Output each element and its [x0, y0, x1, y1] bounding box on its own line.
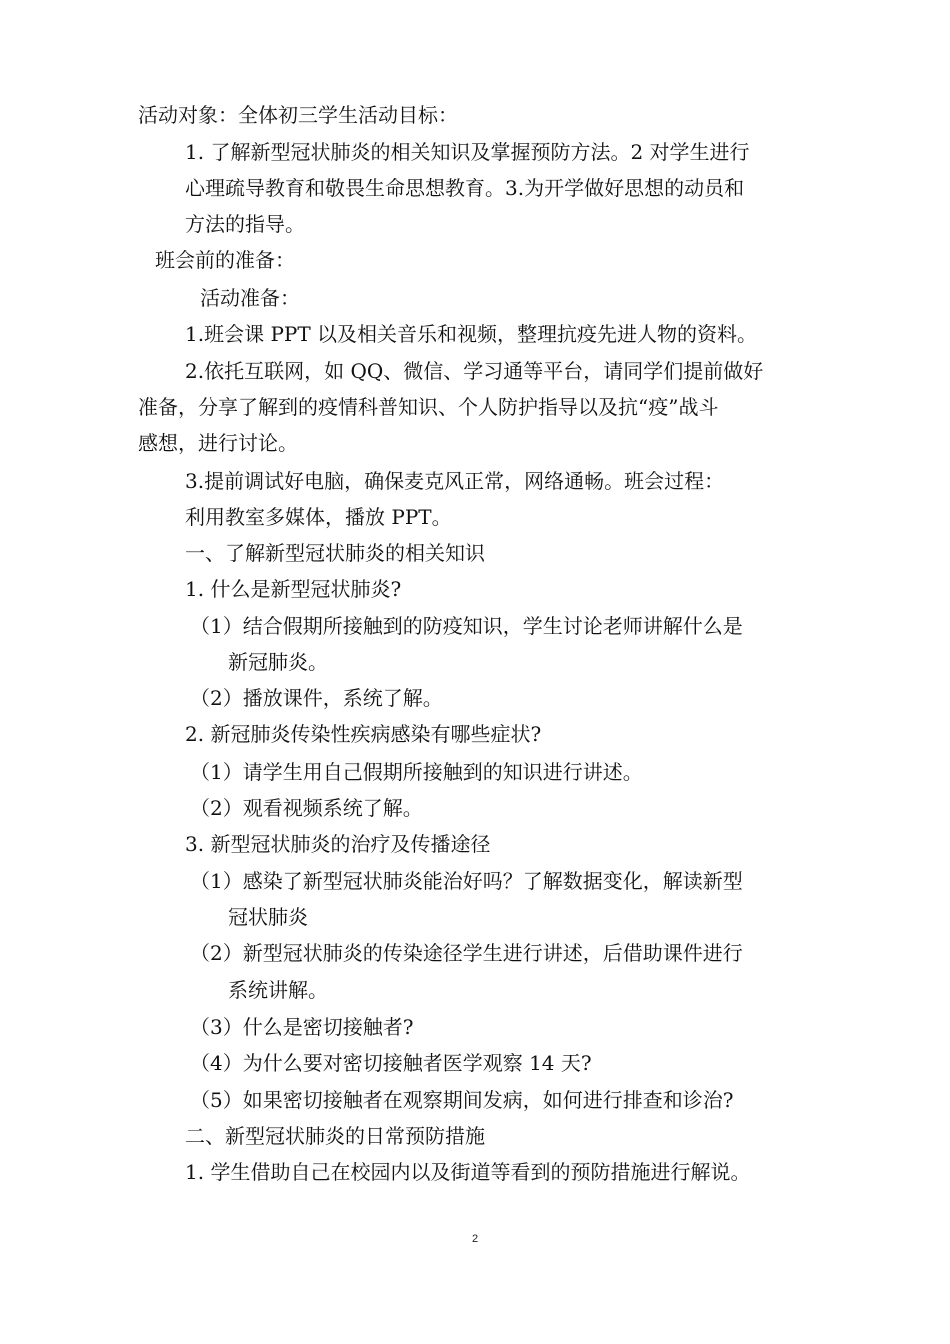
- text-line: 3.提前调试好电脑，确保麦克风正常，网络通畅。班会过程：: [185, 469, 725, 493]
- text-line: 1. 什么是新型冠状肺炎?: [185, 577, 402, 601]
- text-line: （2）播放课件，系统了解。: [190, 686, 443, 710]
- text-line: 一、了解新型冠状肺炎的相关知识: [185, 541, 485, 565]
- text-line: （2）新型冠状肺炎的传染途径学生进行讲述，后借助课件进行: [190, 941, 743, 965]
- text-line: （4）为什么要对密切接触者医学观察 14 天?: [190, 1051, 592, 1075]
- text-line: （1）感染了新型冠状肺炎能治好吗？了解数据变化，解读新型: [190, 869, 743, 893]
- text-line: 方法的指导。: [185, 212, 305, 236]
- text-line: （2）观看视频系统了解。: [190, 796, 423, 820]
- text-line: 冠状肺炎: [228, 905, 308, 929]
- text-line: 准备，分享了解到的疫情科普知识、个人防护指导以及抗“疫”战斗: [138, 395, 719, 419]
- text-line: （3）什么是密切接触者?: [190, 1015, 414, 1039]
- text-line: 心理疏导教育和敬畏生命思想教育。3.为开学做好思想的动员和: [185, 176, 745, 200]
- text-line: 2. 新冠肺炎传染性疾病感染有哪些症状?: [185, 722, 542, 746]
- text-line: 活动准备：: [200, 286, 300, 310]
- page-number: 2: [471, 1233, 479, 1245]
- text-line: 1. 学生借助自己在校园内以及街道等看到的预防措施进行解说。: [185, 1160, 751, 1184]
- text-line: 利用教室多媒体，播放 PPT。: [185, 505, 452, 529]
- text-line: （1）结合假期所接触到的防疫知识，学生讨论老师讲解什么是: [190, 614, 743, 638]
- text-line: 1.班会课 PPT 以及相关音乐和视频，整理抗疫先进人物的资料。: [185, 322, 758, 346]
- text-line: （1）请学生用自己假期所接触到的知识进行讲述。: [190, 760, 643, 784]
- text-line: 班会前的准备：: [155, 248, 295, 272]
- text-line: 1. 了解新型冠状肺炎的相关知识及掌握预防方法。2 对学生进行: [185, 140, 750, 164]
- text-line: 3. 新型冠状肺炎的治疗及传播途径: [185, 832, 491, 856]
- text-line: （5）如果密切接触者在观察期间发病，如何进行排查和诊治?: [190, 1088, 734, 1112]
- text-line: 2.依托互联网，如 QQ、微信、学习通等平台，请同学们提前做好: [185, 359, 764, 383]
- text-line: 活动对象：全体初三学生活动目标：: [138, 103, 458, 127]
- text-line: 新冠肺炎。: [228, 650, 328, 674]
- text-line: 感想，进行讨论。: [138, 431, 298, 455]
- text-line: 二、新型冠状肺炎的日常预防措施: [185, 1124, 485, 1148]
- text-line: 系统讲解。: [228, 978, 328, 1002]
